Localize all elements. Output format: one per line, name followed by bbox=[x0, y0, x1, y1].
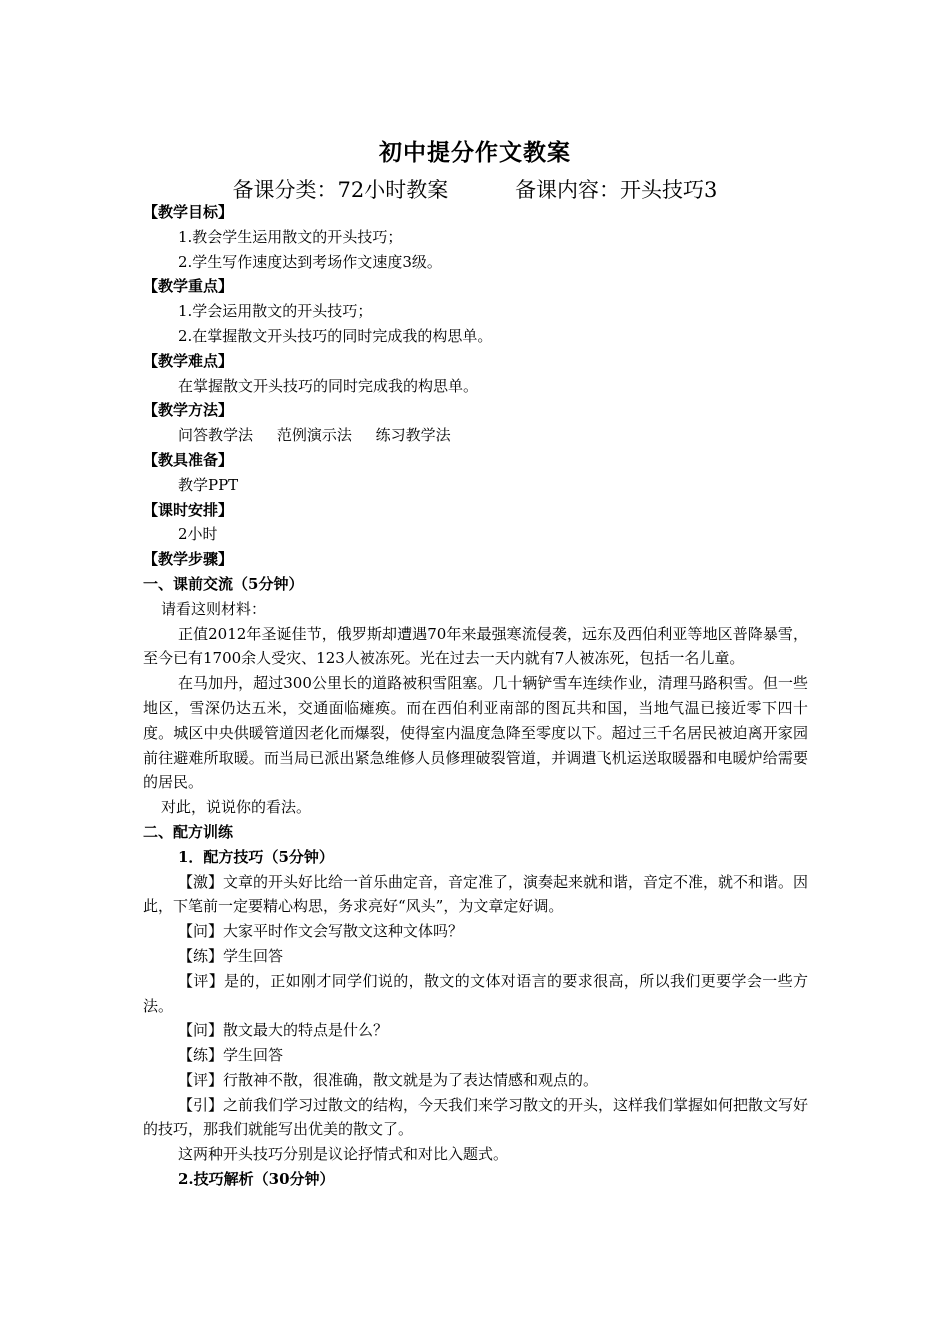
part2-sub2-heading: 2.技巧解析（30分钟） bbox=[178, 1170, 335, 1189]
dialogue-line: 【练】学生回答 bbox=[178, 1046, 284, 1065]
dialogue-line: 【激】文章的开头好比给一首乐曲定音，音定准了，演奏起来就和谐，音定不准，就不和谐。因此，下笔前一定要精心构思，务求亮好“风头”，为文章定好调。 bbox=[143, 872, 809, 916]
methods-text: 问答教学法 范例演示法 练习教学法 bbox=[178, 426, 451, 445]
dialogue-line: 这两种开头技巧分别是议论抒情式和对比入题式。 bbox=[178, 1145, 509, 1164]
section-heading-methods: 【教学方法】 bbox=[143, 401, 234, 420]
section-heading-tools: 【教具准备】 bbox=[143, 450, 234, 469]
goal-item: 2.学生写作速度达到考场作文速度3级。 bbox=[178, 252, 442, 271]
section-heading-goals: 【教学目标】 bbox=[143, 203, 234, 221]
schedule-text: 2小时 bbox=[178, 525, 218, 544]
part1-closing: 对此，说说你的看法。 bbox=[161, 798, 312, 817]
key-point-item: 1.学会运用散文的开头技巧； bbox=[178, 302, 373, 321]
subtitle-content: 备课内容：开头技巧3 bbox=[515, 178, 718, 202]
section-heading-difficulties: 【教学难点】 bbox=[143, 351, 234, 370]
document-body bbox=[143, 200, 808, 1192]
dialogue-line: 【问】大家平时作文会写散文这种文体吗？ bbox=[178, 922, 464, 941]
material-paragraph: 在马加丹，超过300公里长的道路被积雪阻塞。几十辆铲雪车连续作业，清理马路积雪。但一些地区，雪深仍达五米，交通面临瘫痪。而在西伯利亚南部的图瓦共和国，当地气温已接近零下四十度。城区中央供暖管道因老化而爆裂，使得室内温度急降至零度以下。超过三千名居民被迫离开家园前往避难所取暖。而当局已派出紧急维修人员修理破裂管道，并调遣飞机运送取暖器和电暖炉给需要的居民。 bbox=[143, 674, 808, 792]
goal-item: 1.教会学生运用散文的开头技巧； bbox=[178, 227, 403, 246]
section-heading-key-points: 【教学重点】 bbox=[143, 277, 234, 296]
dialogue-line: 【练】学生回答 bbox=[178, 946, 284, 965]
part1-heading: 一、课前交流（5分钟） bbox=[143, 574, 304, 593]
difficulties-text: 在掌握散文开头技巧的同时完成我的构思单。 bbox=[178, 376, 479, 395]
part2-sub1-heading: 1．配方技巧（5分钟） bbox=[178, 847, 334, 866]
key-point-item: 2.在掌握散文开头技巧的同时完成我的构思单。 bbox=[178, 326, 493, 345]
section-heading-schedule: 【课时安排】 bbox=[143, 500, 234, 519]
subtitle-category: 备课分类：72小时教案 bbox=[232, 178, 449, 202]
part2-heading: 二、配方训练 bbox=[143, 822, 234, 841]
dialogue-line: 【问】散文最大的特点是什么？ bbox=[178, 1021, 389, 1040]
tools-text: 教学PPT bbox=[178, 475, 239, 494]
material-paragraph: 正值2012年圣诞佳节，俄罗斯却遭遇70年来最强寒流侵袭，远东及西伯利亚等地区普降暴雪，至今已有1700余人受灾、123人被冻死。光在过去一天内就有7人被冻死，包括一名儿童。 bbox=[143, 624, 808, 668]
dialogue-line: 【评】是的，正如刚才同学们说的，散文的文体对语言的要求很高，所以我们更要学会一些方法。 bbox=[143, 971, 808, 1015]
section-heading-steps: 【教学步骤】 bbox=[143, 550, 234, 569]
dialogue-line: 【评】行散神不散，很准确，散文就是为了表达情感和观点的。 bbox=[178, 1070, 599, 1089]
document-title: 初中提分作文教案 bbox=[379, 139, 571, 166]
dialogue-line: 【引】之前我们学习过散文的结构，今天我们来学习散文的开头，这样我们掌握如何把散文写好的技巧，那我们就能写出优美的散文了。 bbox=[143, 1095, 809, 1139]
part1-intro: 请看这则材料： bbox=[161, 599, 267, 618]
